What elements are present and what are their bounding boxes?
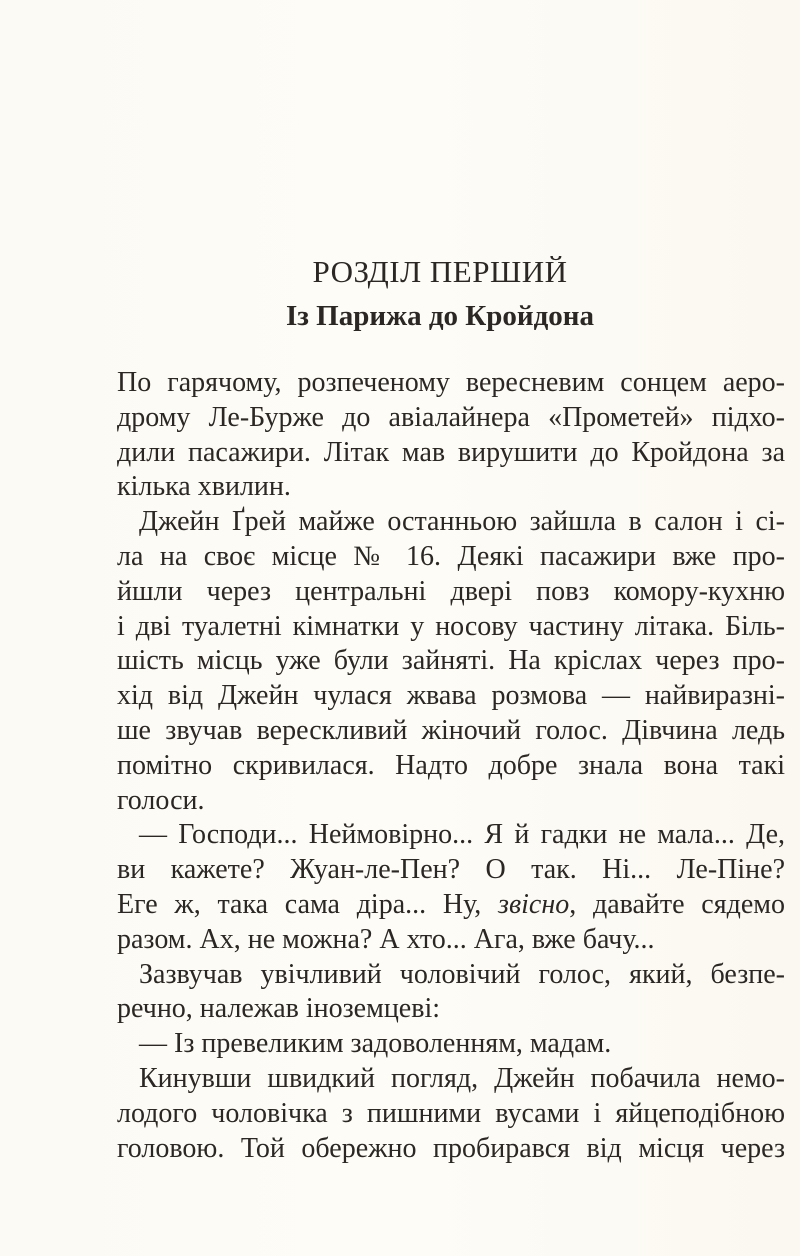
dialogue-line: ви кажете? Жуан-ле-Пен? О так. Ні... Ле-Піне? — [117, 854, 785, 886]
text-line: хід від Джейн чулася жвава розмова — найвиразні- — [117, 680, 785, 712]
text-line: дрому Ле-Бурже до авіалайнера «Прометей» підхо- — [117, 401, 785, 433]
text-line: голоси. — [117, 784, 205, 816]
text-line: речно, належав іноземцеві: — [117, 993, 441, 1025]
text-line: дили пасажири. Літак мав вирушити до Кройдона за — [117, 436, 785, 468]
text-line: і дві туалетні кімнатки у носову частину літака. Біль- — [117, 610, 785, 642]
dialogue-line: — Господи... Неймовірно... Я й гадки не мала... Де, — [139, 819, 785, 851]
text-line: головою. Той обережно пробирався від місця через — [117, 1132, 785, 1164]
italic-word: звісно — [498, 888, 570, 920]
text-line: кілька хвилин. — [117, 471, 291, 503]
chapter-title: Із Парижа до Кройдона — [285, 300, 595, 332]
text-line: ше звучав верескливий жіночий голос. Дівчина ледь — [117, 714, 785, 746]
text-line: йшли через центральні двері повз комору-кухню — [117, 575, 785, 607]
text-segment: Еге ж, така сама діра... Ну, — [117, 888, 499, 920]
text-line: По гарячому, розпеченому вересневим сонцем аеро- — [117, 367, 785, 398]
dialogue-line: — Із превеликим задоволенням, мадам. — [139, 1028, 612, 1060]
text-line: лодого чоловічка з пишними вусами і яйцеподібною — [117, 1097, 785, 1129]
chapter-body — [117, 366, 785, 1166]
text-line: Кинувши швидкий погляд, Джейн побачила немо- — [139, 1062, 785, 1094]
chapter-label: РОЗДІЛ ПЕРШИЙ — [312, 254, 568, 289]
text-line: помітно скривилася. Надто добре знала вона такі — [117, 749, 785, 781]
text-line: Джейн Ґрей майже останньою зайшла в салон і сі- — [139, 506, 785, 538]
dialogue-line-with-italic — [117, 888, 785, 923]
text-line: шість місць уже були зайняті. На кріслах через про- — [117, 645, 785, 677]
text-segment: , давайте сядемо — [569, 888, 785, 920]
text-line: ла на своє місце № 16. Деякі пасажири вже про- — [117, 540, 785, 572]
text-line: Зазвучав увічливий чоловічий голос, який, безпе- — [139, 958, 785, 990]
dialogue-line: разом. Ах, не можна? А хто... Ага, вже бачу... — [117, 923, 655, 955]
